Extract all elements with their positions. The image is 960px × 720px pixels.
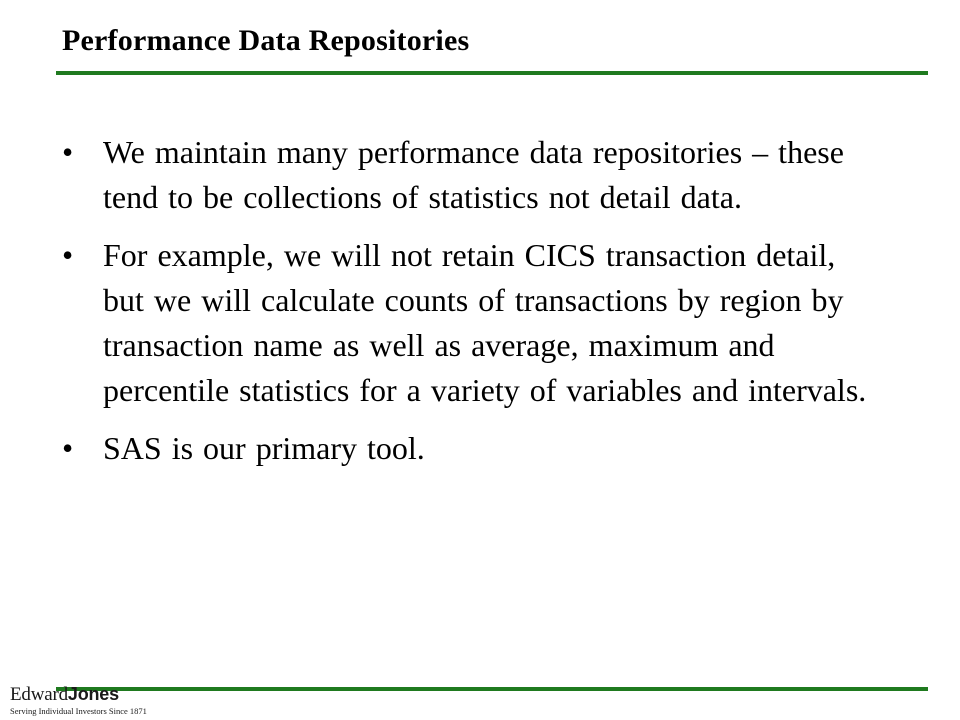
- bullet-list: [62, 130, 882, 484]
- slide-title: Performance Data Repositories: [62, 24, 470, 57]
- bullet-text: For example, we will not retain CICS transaction detail, but we will calculate counts of transactions by region by transaction name as well as average, maximum and percentile statistics for a variety of variables and intervals.: [103, 237, 867, 408]
- bullet-marker: •: [62, 237, 74, 273]
- bullet-marker: •: [62, 430, 74, 466]
- bullet-item: [62, 426, 882, 471]
- logo-edward-text: Edward: [10, 684, 68, 705]
- bullet-item: [62, 130, 882, 220]
- edward-jones-logo: [10, 683, 150, 719]
- logo-wordmark: [10, 683, 150, 706]
- footer-divider: [56, 687, 928, 691]
- logo-jones-text: Jones: [67, 684, 119, 704]
- bullet-marker: •: [62, 134, 74, 170]
- bullet-text: SAS is our primary tool.: [103, 430, 425, 466]
- title-divider: [56, 71, 928, 75]
- logo-tagline: Serving Individual Investors Since 1871: [10, 706, 147, 716]
- bullet-item: [62, 233, 882, 413]
- bullet-text: We maintain many performance data repositories – these tend to be collections of statistics not detail data.: [103, 134, 844, 215]
